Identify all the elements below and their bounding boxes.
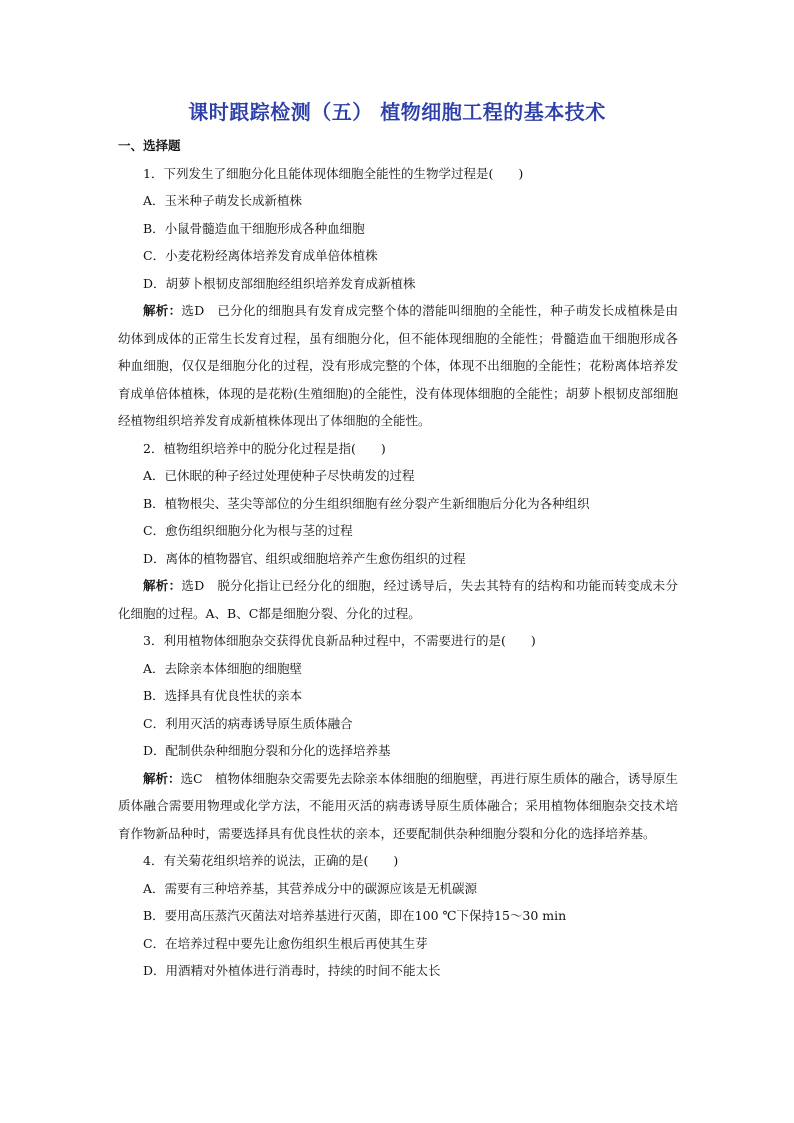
- question-1-option-b: B．小鼠骨髓造血干细胞形成各种血细胞: [143, 220, 365, 236]
- question-3-option-d: D．配制供杂种细胞分裂和分化的选择培养基: [143, 743, 391, 758]
- question-4-option-b: B．要用高压蒸汽灭菌法对培养基进行灭菌，即在100 ℃下保持15～30 min: [143, 908, 567, 923]
- analysis-label: 解析：: [143, 578, 182, 593]
- analysis-label: 解析：: [143, 303, 182, 318]
- question-3-option-c: C．利用灭活的病毒诱导原生质体融合: [143, 715, 353, 731]
- question-1-analysis: [118, 297, 678, 435]
- question-4-option-c: C．在培养过程中要先让愈伤组织生根后再使其生芽: [143, 935, 428, 951]
- page-title: 课时跟踪检测（五） 植物细胞工程的基本技术: [188, 100, 606, 124]
- analysis-text: 选C 植物体细胞杂交需要先去除亲本体细胞的细胞壁，再进行原生质体的融合，诱导原生质体融合需要用物理或化学方法，不能用灭活的病毒诱导原生质体融合；采用植物体细胞杂交技术培育作物新品种时，需要选择具有优良性状的亲本，还要配制供杂种细胞分裂和分化的选择培养基。: [118, 770, 678, 841]
- question-2-analysis: [118, 572, 678, 627]
- question-2-option-a: A．已休眠的种子经过处理使种子尽快萌发的过程: [143, 468, 415, 483]
- question-3-analysis: [118, 765, 678, 848]
- question-2-option-b: B．植物根尖、茎尖等部位的分生组织细胞有丝分裂产生新细胞后分化为各种组织: [143, 495, 590, 511]
- question-4-option-d: D．用酒精对外植体进行消毒时，持续的时间不能太长: [143, 963, 441, 978]
- question-3-stem: 3．利用植物体细胞杂交获得优良新品种过程中，不需要进行的是( ): [143, 633, 536, 648]
- question-1-option-d: D．胡萝卜根韧皮部细胞经组织培养发育成新植株: [143, 275, 416, 291]
- question-2-option-d: D．离体的植物器官、组织或细胞培养产生愈伤组织的过程: [143, 550, 466, 566]
- question-2-option-c: C．愈伤组织细胞分化为根与茎的过程: [143, 523, 353, 538]
- analysis-label: 解析：: [143, 770, 181, 786]
- question-3-option-a: A．去除亲本体细胞的细胞壁: [143, 660, 303, 676]
- question-1-option-c: C．小麦花粉经离体培养发育成单倍体植株: [143, 248, 378, 263]
- question-2-stem: 2．植物组织培养中的脱分化过程是指( ): [143, 440, 386, 456]
- section-heading: 一、选择题: [118, 138, 181, 153]
- question-4-option-a: A．需要有三种培养基，其营养成分中的碳源应该是无机碳源: [143, 880, 478, 896]
- question-3-option-b: B．选择具有优良性状的亲本: [143, 688, 303, 703]
- question-1-stem: 1．下列发生了细胞分化且能体现体细胞全能性的生物学过程是( ): [143, 165, 524, 181]
- analysis-text: 选D 已分化的细胞具有发育成完整个体的潜能叫细胞的全能性，种子萌发长成植株是由幼体到成体的正常生长发育过程，虽有细胞分化，但不能体现细胞的全能性；骨髓造血干细胞形成各种血细胞，仅仅是细胞分化的过程，没有形成完整的个体，体现不出细胞的全能性；花粉离体培养发育成单倍体植株，体现的是花粉(生殖细胞)的全能性，没有体现体细胞的全能性；胡萝卜根韧皮部细胞经植物组织培养发育成新植株体现出了体细胞的全能性。: [118, 303, 678, 428]
- question-4-stem: 4．有关菊花组织培养的说法，正确的是( ): [143, 853, 399, 868]
- content-body: [118, 132, 678, 985]
- question-1-option-a: A．玉米种子萌发长成新植株: [143, 193, 303, 208]
- analysis-text: 选D 脱分化指让已经分化的细胞，经过诱导后，失去其特有的结构和功能而转变成未分化细胞的过程。A、B、C都是细胞分裂、分化的过程。: [118, 578, 678, 621]
